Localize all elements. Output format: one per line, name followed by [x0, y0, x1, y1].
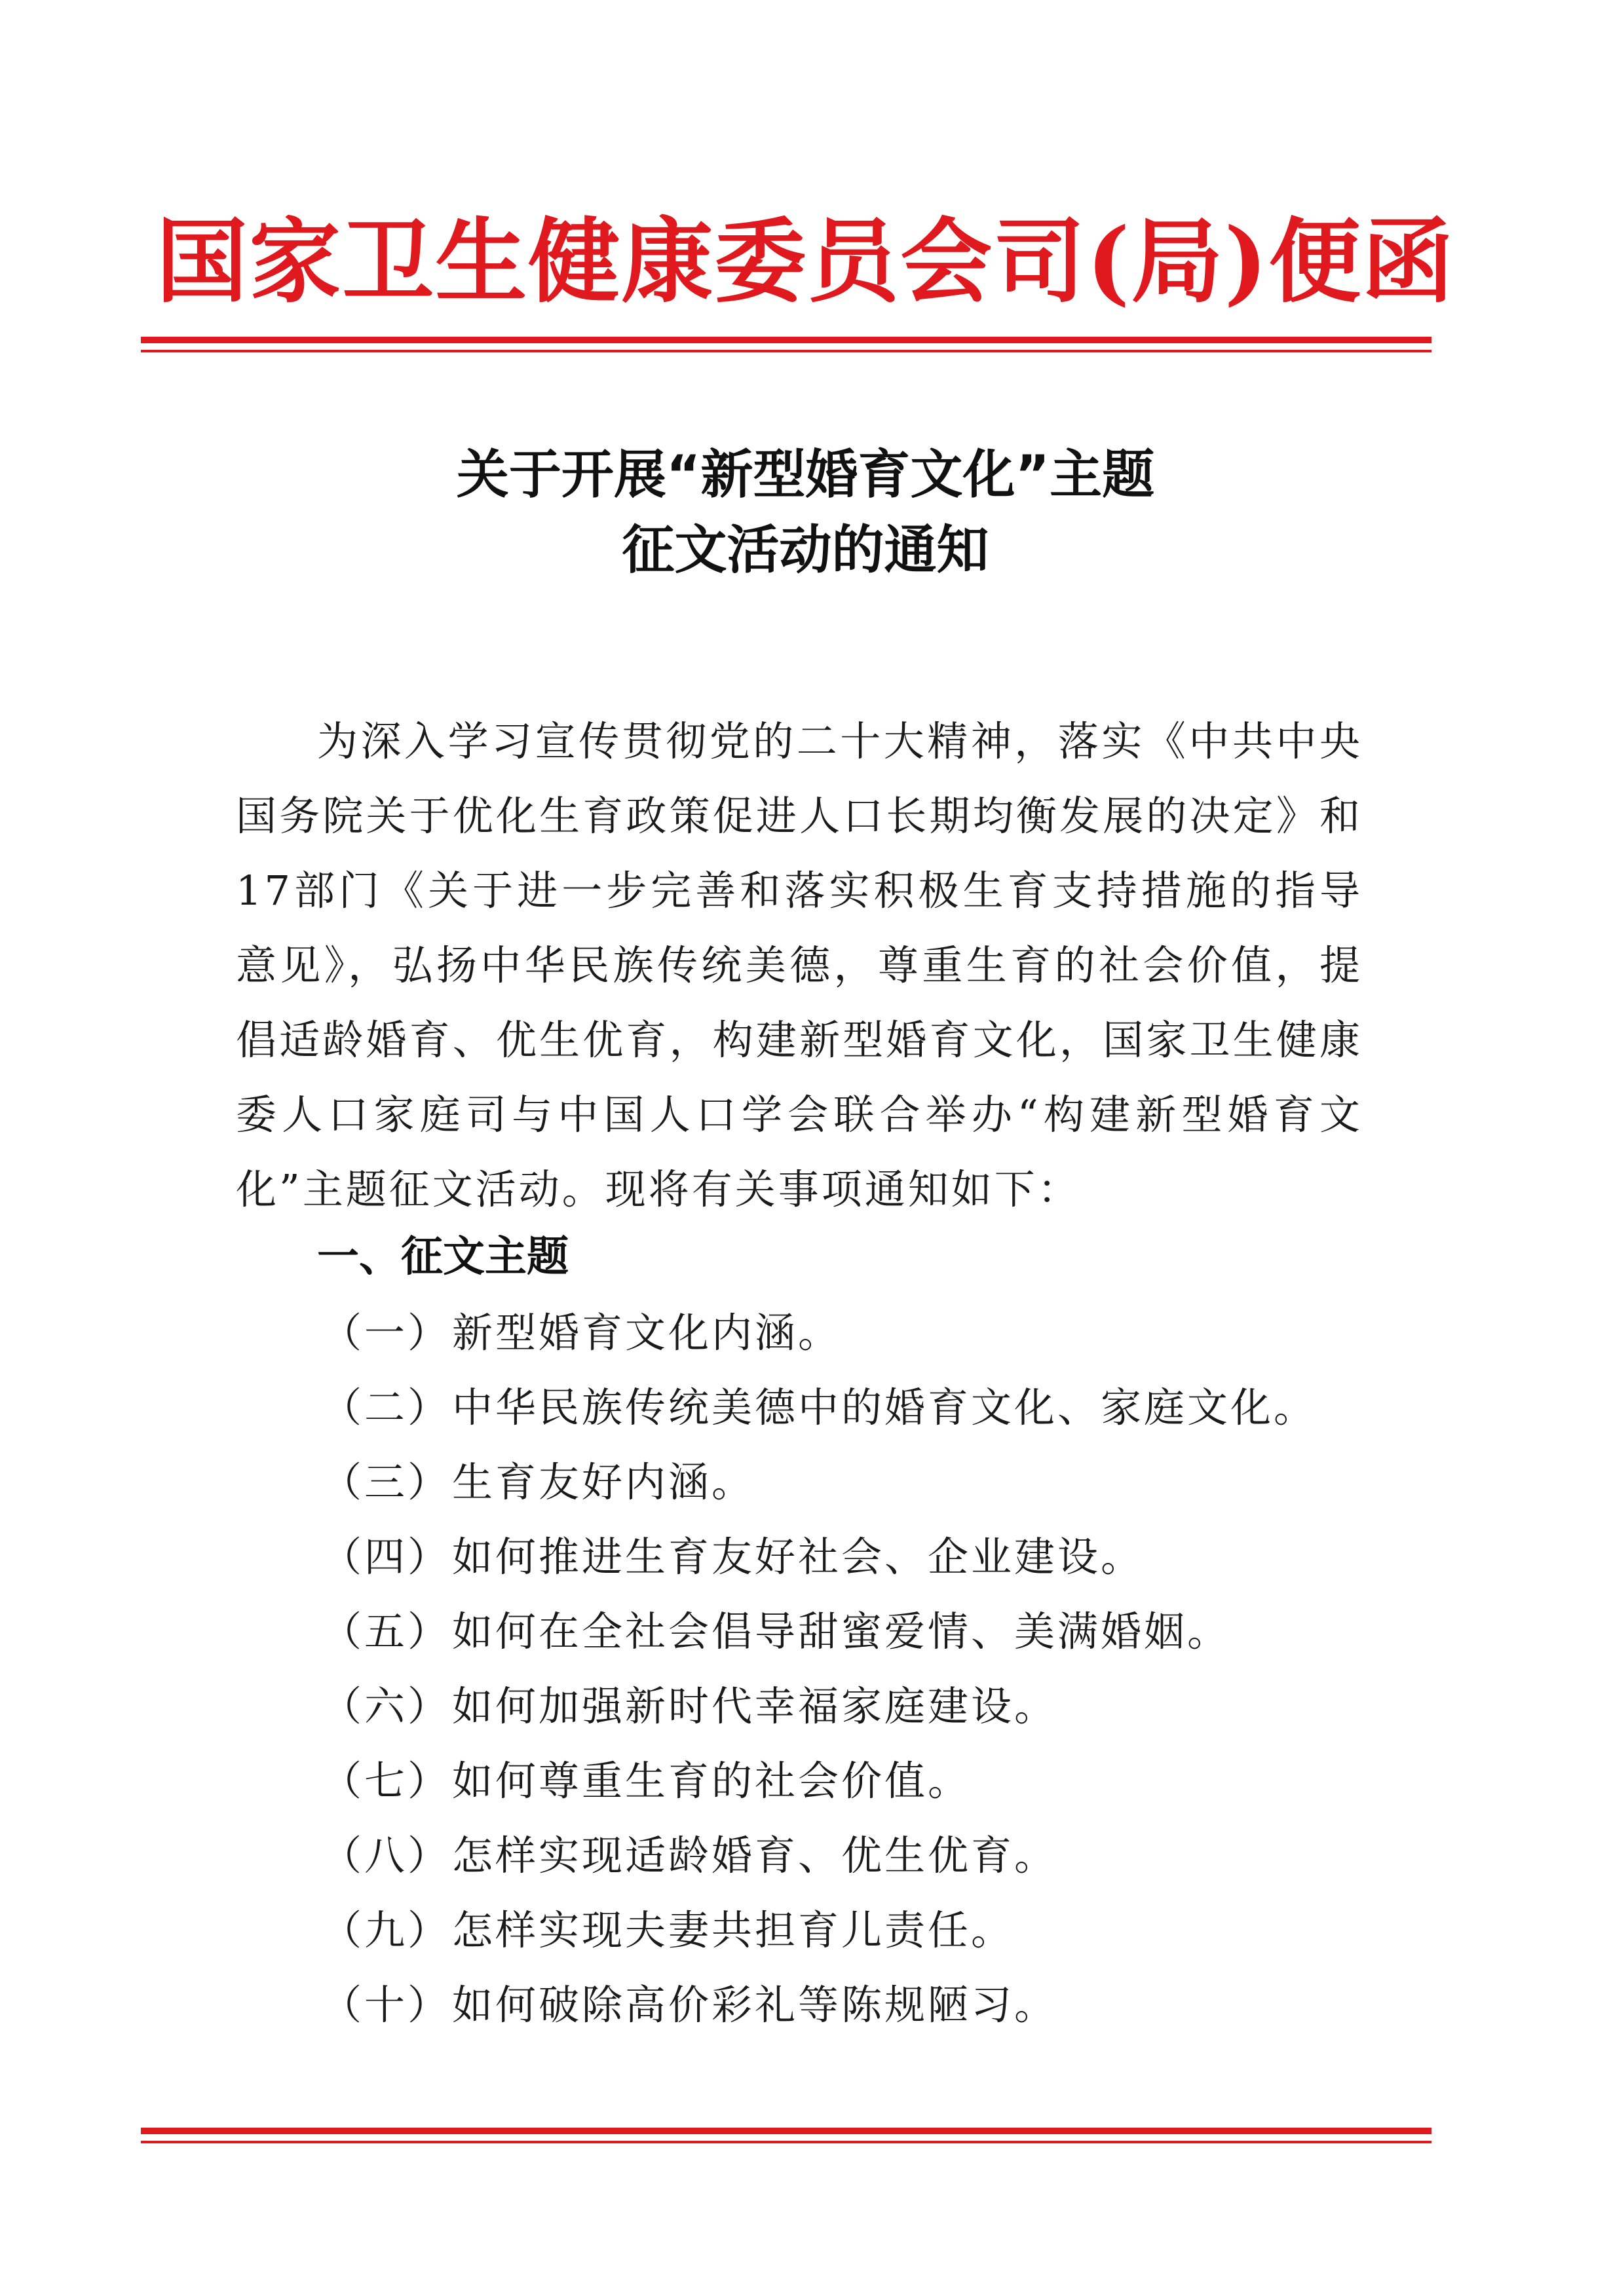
- footer-rule-thin: [141, 2141, 1431, 2143]
- letterhead-title: 国家卫生健康委员会司(局)便函: [156, 208, 1455, 316]
- topic-text: 如何加强新时代幸福家庭建设。: [452, 1682, 1058, 1730]
- topic-item: [321, 1594, 1317, 1669]
- topic-item: [321, 1520, 1317, 1594]
- topic-number: （五）: [321, 1608, 451, 1655]
- topic-item: [321, 1669, 1317, 1744]
- document-title-line2: 征文活动的通知: [622, 519, 989, 580]
- topic-number: （一）: [321, 1309, 451, 1357]
- topic-item: [321, 1744, 1317, 1818]
- topic-item: [321, 1445, 1317, 1520]
- topic-number: （八）: [321, 1832, 451, 1879]
- letterhead-rule-thick: [141, 337, 1431, 343]
- letterhead-rule-thin: [141, 350, 1431, 352]
- topic-number: （四）: [321, 1533, 451, 1581]
- topic-text: 新型婚育文化内涵。: [452, 1309, 842, 1357]
- topic-number: （九）: [321, 1906, 451, 1954]
- topic-number: （三）: [321, 1458, 451, 1506]
- topic-number: （十）: [321, 1981, 451, 2029]
- topic-item: [321, 1818, 1317, 1893]
- topic-text: 如何在全社会倡导甜蜜爱情、美满婚姻。: [452, 1608, 1231, 1655]
- topic-text: 如何破除高价彩礼等陈规陋习。: [452, 1981, 1058, 2029]
- topic-text: 生育友好内涵。: [452, 1458, 755, 1506]
- topic-item: [321, 1370, 1317, 1445]
- topic-text: 怎样实现夫妻共担育儿责任。: [452, 1906, 1015, 1954]
- topic-item: [321, 1968, 1317, 2042]
- topic-text: 如何推进生育友好社会、企业建设。: [452, 1533, 1145, 1581]
- topic-text: 怎样实现适龄婚育、优生优育。: [452, 1832, 1058, 1879]
- topic-text: 如何尊重生育的社会价值。: [452, 1757, 972, 1805]
- topic-item: [321, 1296, 1317, 1370]
- intro-paragraph: 为深入学习宣传贯彻党的二十大精神，落实《中共中央国务院关于优化生育政策促进人口长期均衡发展的决定》和17部门《关于进一步完善和落实积极生育支持措施的指导意见》，弘扬中华民族传统美德，尊重生育的社会价值，提倡适龄婚育、优生优育，构建新型婚育文化，国家卫生健康委人口家庭司与中国人口学会联合举办“构建新型婚育文化”主题征文活动。现将有关事项通知如下：: [236, 717, 1363, 1213]
- document-title-line1: 关于开展“新型婚育文化”主题: [456, 444, 1155, 505]
- topic-text: 中华民族传统美德中的婚育文化、家庭文化。: [452, 1383, 1317, 1431]
- topic-number: （六）: [321, 1682, 451, 1730]
- topic-item: [321, 1893, 1317, 1968]
- footer-rule-thick: [141, 2128, 1431, 2134]
- section-heading-topics: 一、征文主题: [317, 1233, 569, 1281]
- topic-number: （二）: [321, 1383, 451, 1431]
- topic-list: [321, 1296, 1317, 2042]
- topic-number: （七）: [321, 1757, 451, 1805]
